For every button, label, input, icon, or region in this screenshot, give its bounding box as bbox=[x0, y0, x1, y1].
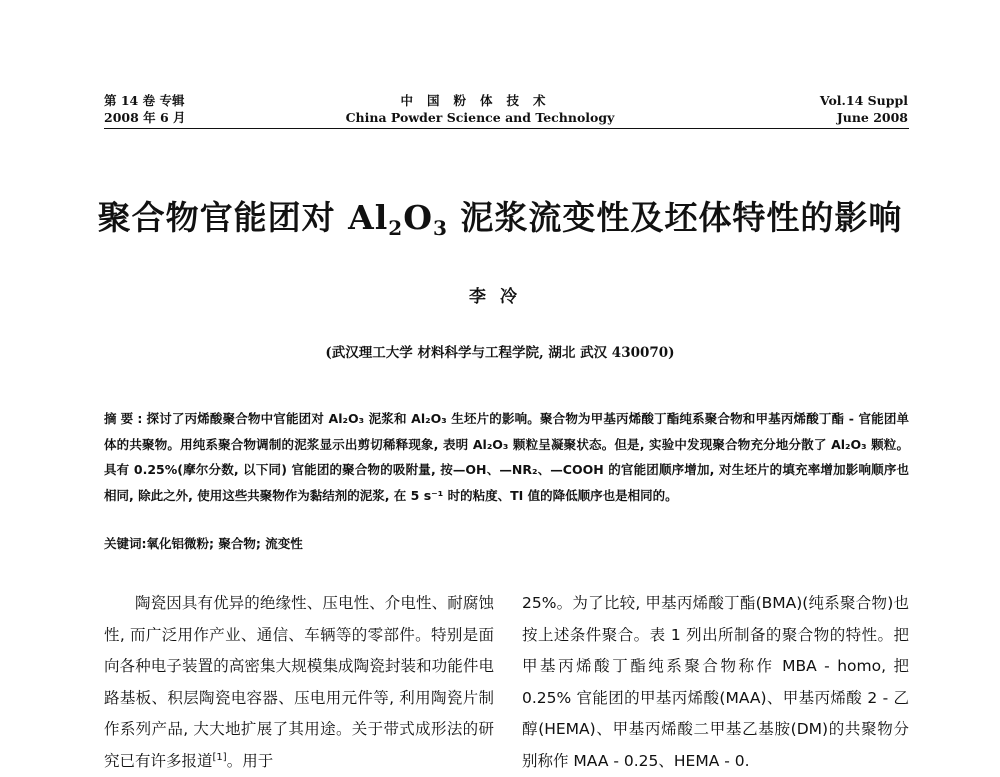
abstract-label: 摘要: bbox=[104, 411, 147, 426]
issue-date-cn: 2008 年 6 月 bbox=[104, 110, 186, 125]
body-right-text: 25%。为了比较, 甲基丙烯酸丁酯(BMA)(纯系聚合物)也按上述条件聚合。表 1 列出所制备的聚合物的特性。把甲基丙烯酸丁酯纯系聚合物称作 MBA - homo, 把 0.25% 官能团的甲基丙烯酸(MAA)、甲基丙烯酸 2 - 乙醇(HEMA)、甲基丙烯酸二甲基乙基胺(DM)的共聚物分别称作 MAA - 0.25、HEMA - 0. bbox=[522, 594, 909, 770]
volume-label: 第 14 卷 专辑 bbox=[104, 93, 185, 108]
journal-name-en: China Powder Science and Technology bbox=[345, 110, 615, 125]
abstract-text: 探讨了丙烯酸聚合物中官能团对 Al₂O₃ 泥浆和 Al₂O₃ 生坯片的影响。聚合物为甲基丙烯酸丁酯纯系聚合物和甲基丙烯酸丁酯 - 官能团单体的共聚物。用纯系聚合物调制的泥浆显示出剪切稀释现象, 表明 Al₂O₃ 颗粒呈凝聚状态。但是, 实验中发现聚合物充分地分散了 Al₂O₃ 颗粒。具有 0.25%(摩尔分数, 以下同) 官能团的聚合物的吸附量, 按—OH、—NR₂、—COOH 的官能团顺序增加, 对生坯片的填充率增加影响顺序也相同, 除此之外, 使用这些共聚物作为黏结剂的泥浆, 在 5 s⁻¹ 时的粘度、TI 值的降低顺序也是相同的。 bbox=[104, 411, 910, 503]
body-right-column bbox=[522, 588, 909, 777]
title-part-1: 聚合物官能团对 Al bbox=[97, 198, 389, 237]
volume-label-en: Vol.14 Suppl bbox=[819, 93, 908, 108]
author-affiliation: (武汉理工大学 材料科学与工程学院, 湖北 武汉 430070) bbox=[325, 345, 675, 361]
title-subscript-1: 2 bbox=[388, 216, 404, 240]
body-left-text: 陶瓷因具有优异的绝缘性、压电性、介电性、耐腐蚀性, 而广泛用作产业、通信、车辆等的零部件。特别是面向各种电子装置的高密集大规模集成陶瓷封装和功能件电路基板、积层陶瓷电容器、压电用元件等, 利用陶瓷片制作系列产品, 大大地扩展了其用途。关于带式成形法的研究已有许多报道 bbox=[104, 594, 494, 770]
title-part-2: O bbox=[403, 198, 433, 237]
issue-date-en: June 2008 bbox=[836, 110, 908, 125]
title-subscript-2: 3 bbox=[432, 216, 448, 240]
journal-name bbox=[300, 92, 660, 126]
journal-volume-info-en bbox=[820, 92, 908, 126]
keywords bbox=[104, 534, 909, 554]
abstract bbox=[104, 406, 909, 508]
body-left-tail: 。用于 bbox=[226, 751, 274, 770]
journal-name-cn: 中国粉体技术 bbox=[400, 93, 560, 108]
paper-title bbox=[60, 192, 940, 240]
body-left-column bbox=[104, 588, 494, 777]
header-divider bbox=[104, 128, 909, 129]
keywords-text: 氧化铝微粉; 聚合物; 流变性 bbox=[146, 536, 303, 551]
journal-volume-info bbox=[104, 92, 186, 126]
title-part-3: 泥浆流变性及坯体特性的影响 bbox=[447, 198, 903, 237]
author-name: 李冷 bbox=[469, 287, 531, 307]
keywords-label: 关键词: bbox=[104, 536, 147, 551]
citation-ref: [1] bbox=[212, 751, 227, 763]
